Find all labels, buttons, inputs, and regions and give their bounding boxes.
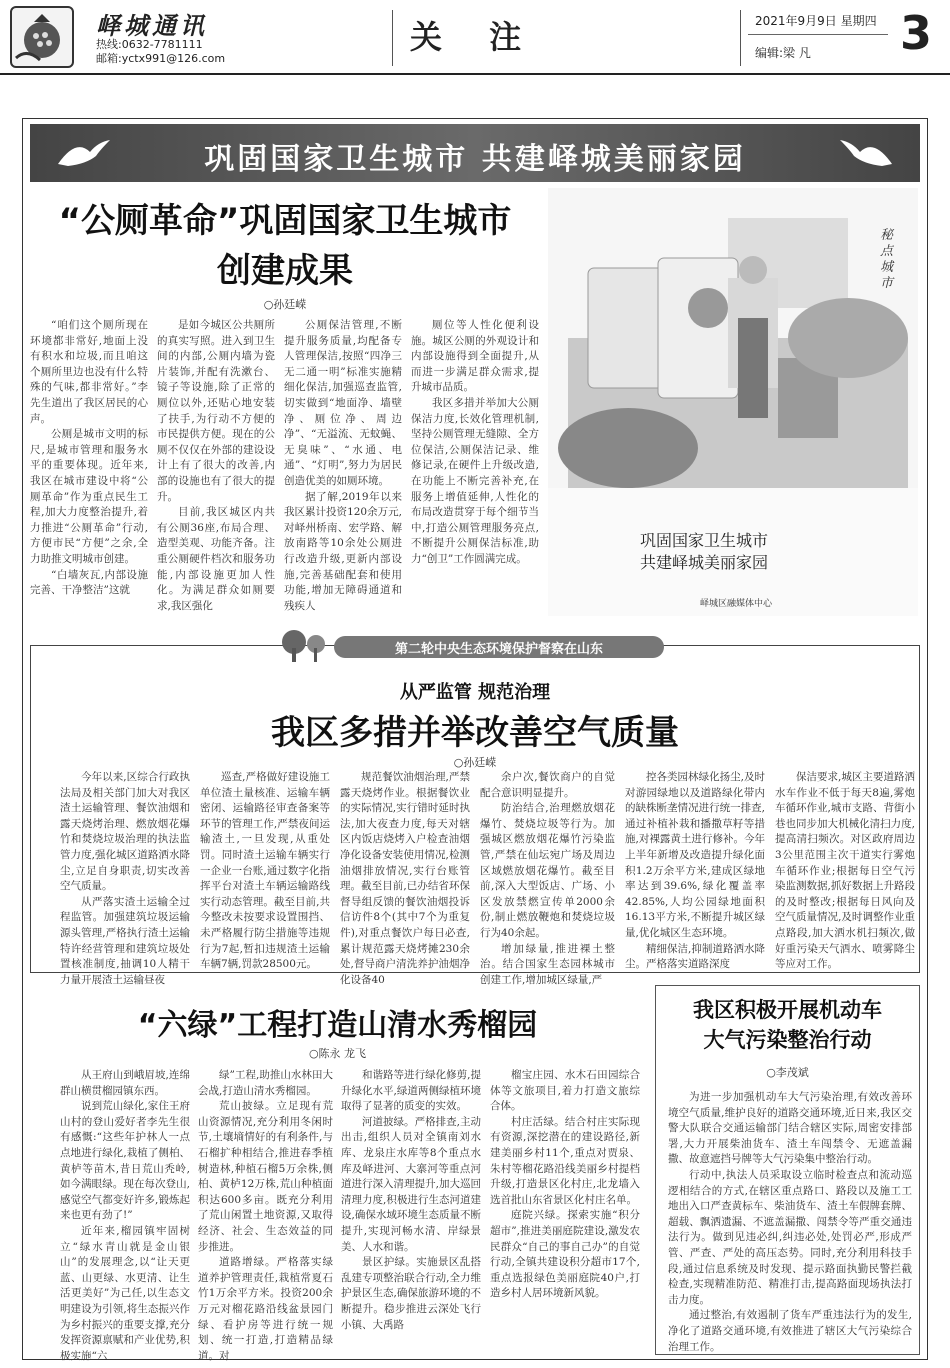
paragraph: 荒山披绿。立足现有荒山资源情况,充分利用冬闲时节,土壤墒情好的有利条件,与石榴扩种相结合,推进春季植树造林,种植石榴5万余株,侧柏、黄栌12万株,荒山种植面积达600多亩。既充分利用了荒山闲置土地资源,又取得经济、社会、生态效益的同步推进。 [198,1100,333,1253]
divider [392,10,393,66]
paragraph: 景区护绿。实施景区乱搭乱建专项整治联合行动,全力维护景区生态,确保旅游环境的不断提升。稳步推进云深处飞行小镇、大禹路 [341,1256,481,1331]
paragraph: 为进一步加强机动车大气污染治理,有效改善环境空气质量,维护良好的道路交通环境,近日来,我区交警大队联合交通运输部门结合辖区实际,周密安排部署,大力开展柴油货车、渣土车闯禁令、无遮盖漏撒、故意遮挡号牌等大气污染集中整治行动。 [668,1091,912,1166]
paragraph: “咱们这个厕所现在环境都非常好,地面上没有积水和垃圾,而且咱这个厕所里边也没有什么特殊的气味,都非常好。”李先生道出了我区居民的心声。 [30,319,148,425]
article2-byline: ○孙廷嵘 [453,756,497,769]
article2-column-1 [60,770,190,986]
issue-date: 2021年9月9日 星期四 [755,14,877,28]
photo-seal: 秘点城市 [880,228,894,291]
article3-byline: ○陈永 龙飞 [308,1047,367,1060]
paragraph: 保洁要求,城区主要道路洒水车作业不低于每天8遍,雾炮车循环作业,城市支路、背街小巷也同步加大机械化清扫力度,提高清扫频次。对区政府周边3公里范围主次干道实行雾炮车循环作业;根据每日空气污染监测数据,抓好数据上升路段的及时整改;根据每日风向及空气质量情况,及时调整作业重点路段,加大洒水机扫频次,做好重污染天气洒水、喷雾降尘等应对工作。 [775,771,915,971]
crane-bird-icon [838,134,894,172]
article3-column-3 [341,1068,481,1356]
article3-column-1 [60,1068,190,1362]
paragraph: 精细保洁,抑制道路洒水降尘。严格落实道路深度 [625,942,765,971]
article1-title [30,196,540,296]
paragraph: 和谐路等进行绿化修剪,提升绿化水平,绿道两侧绿植环境取得了显著的质变的实效。 [341,1069,481,1113]
paragraph: 是如今城区公共厕所的真实写照。进入到卫生间的内部,公厕内墙为瓷片装饰,并配有洗漱台、镜子等设施,除了正常的厕位以外,还贴心地安装了扶手,为行动不方便的市民提供方便。现在的公厕不仅仅在外部的建设设计上有了很大的改善,内部的设施也有了很大的提升。 [157,319,275,503]
paragraph: 村庄活绿。结合村庄实际现有资源,深挖潜在的建设路径,新建美丽乡村11个,重点对贾泉、朱村等榴花路沿线美丽乡村提档升级,打造景区化村庄,北龙墙入选首批山东省景区化村庄名单。 [490,1115,640,1206]
paragraph: 河道披绿。严格排查,主动出击,组织人员对全镇南刘水库、龙泉庄水库等8个重点水库及峄进河、大寨河等重点河道进行深入清理提升,加大巡回清理力度,积极进行生态河道建设,确保水域环境生态质量不断提升,实现河畅水清、岸绿景美、人水和谐。 [341,1115,481,1253]
photo-caption [640,530,768,574]
article1-byline: ○孙廷嵘 [263,298,307,311]
paragraph: 说到荒山绿化,家住王府山村的登山爱好者李先生很有感慨:“这些年护林人一点点地进行绿化,栽植了侧柏、黄栌等苗木,昔日荒山秃岭,如今满眼绿。现在每次登山,感觉空气都变好许多,锻炼起来也更有劲了!” [60,1100,190,1222]
article1-title-line1: “公厕革命”巩固国家卫生城市 [58,201,512,241]
article1-column-4 [411,318,539,620]
pomegranate-logo-icon [10,6,74,68]
paragraph: 目前,我区城区内共有公厕36座,布局合理、造型美观、功能齐备。注重公厕硬件档次和服务功能,内部设施更加人性化。为满足群众如厕要求,我区强化 [157,506,275,612]
paragraph: 庭院兴绿。探索实施“积分超市”,推进美丽庭院建设,激发农民群众“自己的事自己办”的自觉行动,全镇共建设积分超市17个,重点选报绿色美丽庭院40户,打造乡村人居环境新风貌。 [490,1209,640,1300]
article3-column-2 [198,1068,333,1362]
masthead [0,0,950,75]
article2-column-4 [480,770,615,986]
paragraph: 防治结合,治理燃放烟花爆竹、焚烧垃圾等行为。加强城区燃放烟花爆竹污染监管,严禁在仙坛宛广场及周边区域燃放烟花爆竹。截至目前,深入大型饭店、广场、小区发放禁燃宣传单2000余份,制止燃放鞭炮和焚烧垃圾行为40余起。 [480,802,615,939]
paragraph: 增加绿量,推进裸土整治。结合国家生态园林城市创建工作,增加城区绿量,严 [480,942,615,986]
article4-body [668,1090,912,1353]
photo-source: 峄城区融媒体中心 [700,599,773,609]
photo-caption-line1: 巩固国家卫生城市 [640,531,769,550]
paragraph: 今年以来,区综合行政执法局及相关部门加大对我区渣土运输管理、餐饮油烟和露天烧烤治理、燃放烟花爆竹和焚烧垃圾治理的执法监管力度,强化城区道路洒水降尘,立足自身职责,切实改善空气质量。 [60,771,190,893]
article3-column-4 [490,1068,640,1356]
inspection-band [30,628,920,668]
hotline: 热线:0632-7781111 [96,38,203,51]
article4-title-line1: 我区积极开展机动车 [693,998,882,1022]
paragraph: 道路增绿。严格落实绿道养护管理责任,栽植常夏石竹1万余平方米。投资200余万元对榴花路沿线盆景园门绿、看护房等进行统一规划、统一打造,打造精品绿道。对 [198,1256,333,1362]
article1-column-3 [284,318,402,620]
article1-column-2 [157,318,275,620]
contact-info [96,38,225,66]
band-text: 第二轮中央生态环境保护督察在山东 [394,642,603,657]
article1-column-1 [30,318,148,620]
paragraph: 公厕保洁管理,不断提升服务质量,均配备专人管理保洁,按照“四净三无二通一明”标准实施精细化保洁,加强巡查监管,切实做到“地面净、墙壁净、厕位净、周边净”、“无溢流、无蚊蝇、无臭味”、“水通、电通”、“灯明”,努力为居民创造优美的如厕环境。 [284,319,402,487]
paragraph: 从严落实渣土运输全过程监管。加强建筑垃圾运输源头管理,严格执行渣土运输特许经营管理和建筑垃圾处置核准制度,抽调10人精干力量开展渣土运输昼夜 [60,895,190,986]
article2-column-6 [775,770,915,971]
paragraph: 通过整治,有效遏制了货车严重违法行为的发生,净化了道路交通环境,有效推进了辖区大气污染综合治理工作。 [668,1309,912,1353]
page-number: 3 [900,6,933,60]
paragraph: 据了解,2019年以来我区累计投资120余万元,对峄州桥南、宏学路、解放南路等10余处公厕进行改造升级,更新内部设施,完善基础配套和使用功能,增加无障碍通道和残疾人 [284,490,402,612]
paragraph: 我区多措并举加大公厕保洁力度,长效化管理机制,坚持公厕管理无缝隙、全方位保洁,公厕保洁记录、维修记录,在硬件上升级改造,在功能上不断完善补充,在服务上增值延伸,人性化的布局改造贯穿于每个细节当中,打造公厕管理服务亮点,不断提升公厕保洁标准,助力“创卫”工作圆满完成。 [411,396,539,565]
email: 邮箱:yctx991@126.com [96,52,226,65]
paragraph: 榴宝庄园、水木石田园综合体等文旅项目,着力打造文旅综合体。 [490,1069,640,1113]
brand-name: 峄城通讯 [96,11,208,40]
article2-column-2 [200,770,330,971]
paragraph: 近年来,榴园镇牢固树立“绿水青山就是金山银山”的发展理念,以“让天更蓝、山更绿、水更清、让生活更美好”为己任,以生态文明建设为引领,将生态振兴作为乡村振兴的重要支撑,充分发挥资源禀赋和产业优势,积极实施“六 [60,1224,190,1362]
divider [748,34,888,35]
paragraph: 从王府山到峨眉坡,连绵群山横贯榴园镇东西。 [60,1069,190,1097]
article4-title [655,995,920,1055]
paragraph: 规范餐饮油烟治理,严禁露天烧烤作业。根据餐饮业的实际情况,实行错时延时执法,加大夜查力度,每天对辖区内饭店烧烤入户检查油烟净化设备安装使用情况,检测油烟排放情况,实行台账管理。截至目前,已办结省环保督导组反馈的餐饮油烟投诉信访件8个(其中7个为重复件),对重点餐饮户每日必查,累计规范露天烧烤摊230余处,督导商户清洗养护油烟净化设备40 [340,771,470,986]
banner [30,124,920,182]
article2-title: 我区多措并举改善空气质量 [271,713,679,753]
paragraph: 控各类园林绿化扬尘,及时对游园绿地以及道路绿化带内的缺株断垄情况进行统一排查,通过补植补栽和播撒草籽等措施,对裸露黄土进行修补。今年上半年新增及改造提升绿化面积1.2万余平方米,建成区绿地率达到39.6%,绿化覆盖率42.85%,人均公园绿地面积16.13平方米,不断提升城区绿量,优化城区生态环境。 [625,771,765,939]
tree-silhouette-icon [280,628,330,662]
section-title: 关 注 [410,18,540,56]
paragraph: 巡查,严格做好建设施工单位渣土量核准、运输车辆密闭、运输路径审查备案等环节的管理工作,严禁夜间运输渣土,一旦发现,从重处罚。同时渣土运输车辆实行一企业一台账,通过数字化指挥平台对渣土车辆运输路线实行动态管理。截至目前,共今整改未按要求设置围挡、未严格履行防尘措施等违规行为7起,暂扣违规渣土运输车辆7辆,罚款28500元。 [200,771,330,971]
paragraph: 公厕是城市文明的标尺,是城市管理和服务水平的重要体现。近年来,我区在城市建设中将“公厕革命”作为重点民生工程,加大力度整治提升,着力推进“公厕革命”行动,方便市民“方便”之余,全力助推文明城市创建。 [30,428,148,565]
article2-column-3 [340,770,470,986]
photo-caption-line2: 共建峄城美丽家园 [640,553,769,572]
paragraph: 绿”工程,助推山水林田大会战,打造山清水秀榴园。 [198,1069,333,1097]
paragraph: 行动中,执法人员采取设立临时检查点和流动巡逻相结合的方式,在辖区重点路口、路段以及施工工地出入口严查黄标车、柴油货车、渣土车假牌套牌、超载、飘洒遗漏、不遮盖漏撒、闯禁令等严重交通违法行为。做到见违必纠,纠违必处,处罚必严,形成严管、严查、严处的高压态势。同时,充分利用科技手段,通过信息系统及时发现、提示路面执勤民警拦截检查,实现精准防范、精准打击,提高路面现场执法打击力度。 [668,1168,912,1306]
paragraph: 余户次,餐饮商户的自觉配合意识明显提升。 [480,771,615,799]
article3-title: “六绿”工程打造山清水秀榴园 [137,1008,538,1043]
paragraph: 厕位等人性化便利设施。城区公厕的外观设计和内部设施得到全面提升,从而进一步满足群众需求,提升城市品质。 [411,319,539,394]
editor: 编辑:梁 凡 [755,46,811,60]
divider [740,10,741,66]
article2-kicker: 从严监管 规范治理 [399,682,551,703]
paragraph: “白墙灰瓦,内部设施完善、干净整洁”这就 [30,568,148,597]
article2-column-5 [625,770,765,971]
article4-title-line2: 大气污染整治行动 [703,1028,872,1052]
banner-title: 巩固国家卫生城市 共建峄城美丽家园 [204,142,746,177]
article1-title-line2: 创建成果 [217,251,353,291]
article4-byline: ○李茂斌 [766,1066,809,1079]
